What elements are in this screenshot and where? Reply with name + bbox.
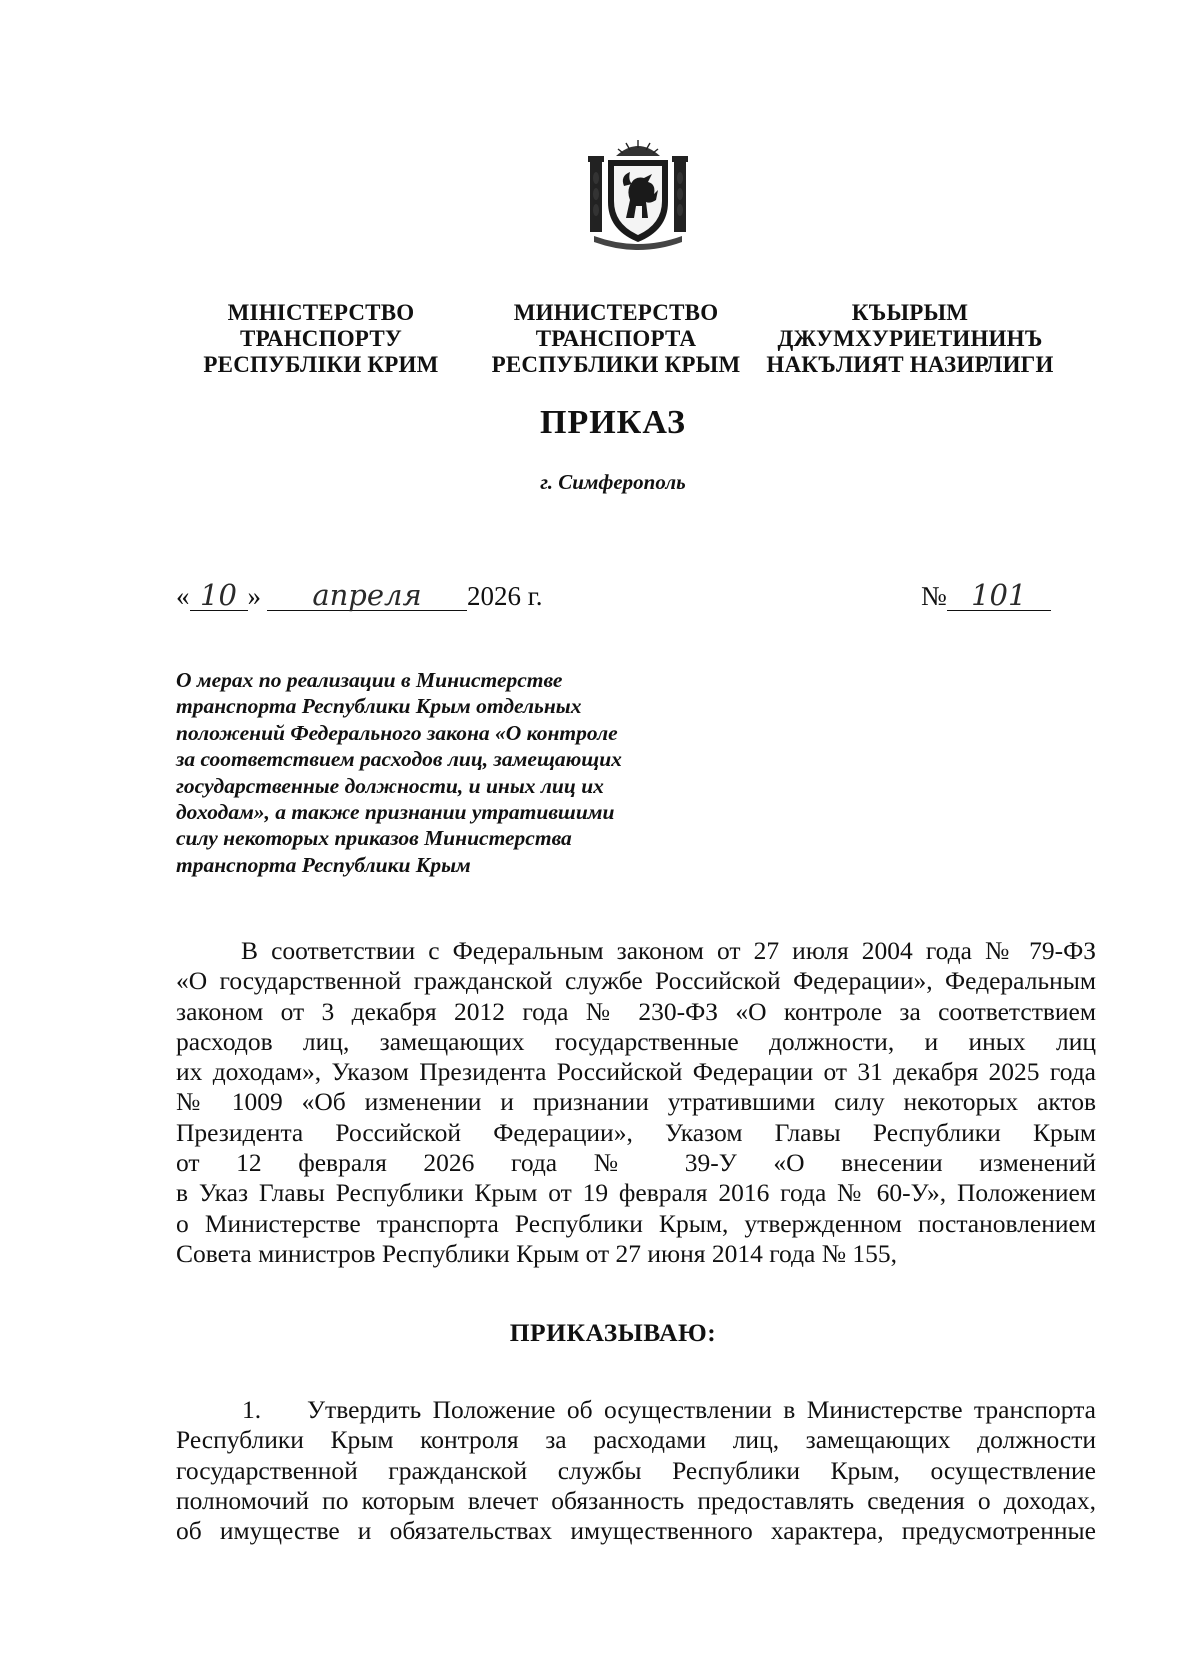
order-number-value: 101 — [947, 580, 1051, 611]
order-number: № 101 — [921, 580, 1051, 612]
order-date: « 10 » апреля 2026 г. — [176, 578, 543, 612]
ministry-name-russian: МИНИСТЕРСТВО ТРАНСПОРТА РЕСПУБЛИКИ КРЫМ — [491, 300, 741, 377]
order-item-1: 1. Утвердить Положение об осуществлении в Министерстве транспорта Республики Крым контроля за расходами лиц, замещающих должности государственной гражданской службы Республики Крым, осуществление полномочий по которым влечет обязанность предоставлять сведения о доходах, об имуществе и обязательствах имущественного характера, предусмотренные — [176, 1395, 1096, 1546]
date-day: 10 — [190, 580, 248, 611]
coat-of-arms-icon — [586, 138, 690, 252]
order-subject: О мерах по реализации в Министерстве транспорта Республики Крым отдельных положений Федерального закона «О контроле за соответствием расходов лиц, замещающих государственные должности, и иных лиц их доходам», а также признании утратившими силу некоторых приказов Министерства транспорта Республики Крым — [176, 668, 622, 877]
ministry-name-ukrainian: МІНІСТЕРСТВО ТРАНСПОРТУ РЕСПУБЛІКИ КРИМ — [203, 300, 439, 377]
orders-heading: ПРИКАЗЫВАЮ: — [509, 1318, 717, 1347]
date-month: апреля — [267, 580, 467, 611]
preamble-paragraph: В соответствии с Федеральным законом от 27 июля 2004 года № 79-ФЗ «О государственной гражданской службе Российской Федерации», Федеральным законом от 3 декабря 2012 года № 230-ФЗ «О контроле за соответствием расходов лиц, замещающих государственные должности, и иных лиц их доходам», Указом Президента Российской Федерации от 31 декабря 2025 года № 1009 «Об изменении и признании утратившими силу некоторых актов Президента Российской Федерации», Указом Главы Республики Крым от 12 февраля 2026 года № 39-У «О внесении изменений в Указ Главы Республики Крым от 19 февраля 2016 года № 60-У», Положением о Министерстве транспорта Республики Крым, утвержденном постановлением Совета министров Республики Крым от 27 июня 2014 года № 155, — [176, 936, 1096, 1268]
item-number: 1. — [242, 1395, 262, 1424]
ministry-name-crimean-tatar: КЪЫРЫМ ДЖУМХУРИЕТИНИНЪ НАКЪЛИЯТ НАЗИРЛИГИ — [766, 300, 1054, 377]
city-name: г. Симферополь — [540, 470, 686, 494]
document-title: ПРИКАЗ — [540, 404, 686, 441]
